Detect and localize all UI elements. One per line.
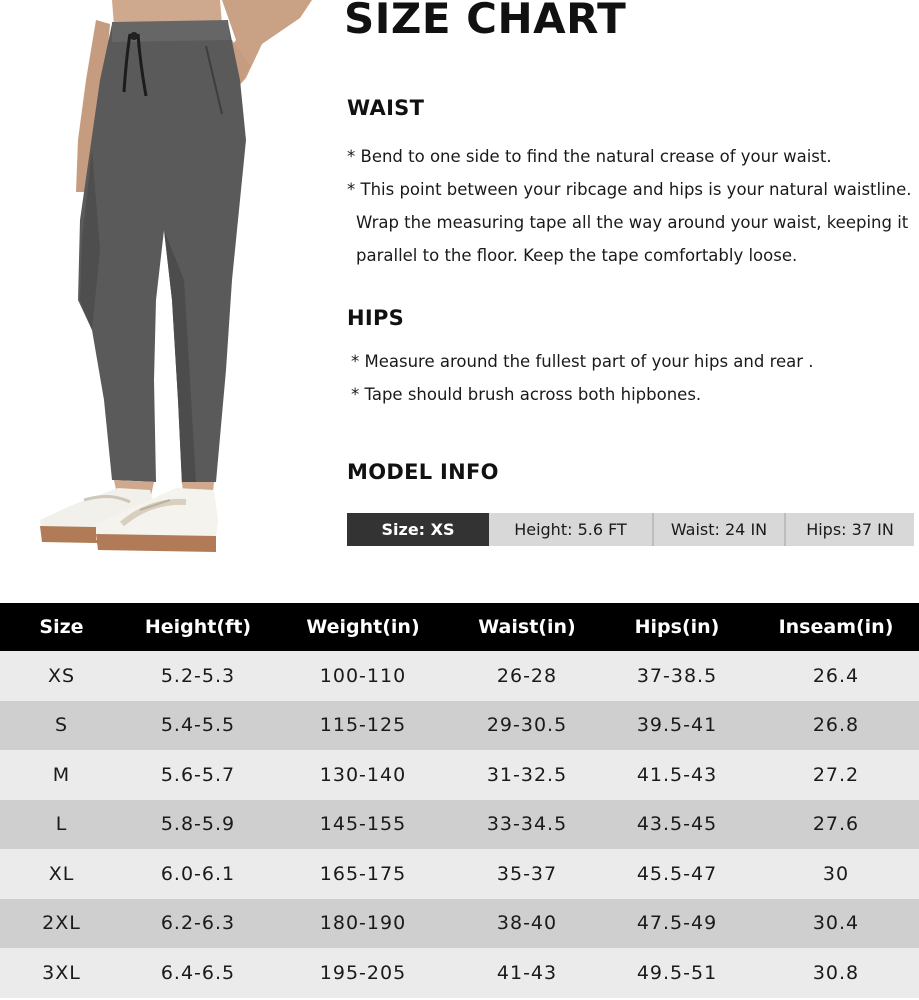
cell-inseam: 26.8: [753, 701, 919, 751]
waist-line-3: Wrap the measuring tape all the way around your waist, keeping it: [356, 213, 909, 232]
cell-waist: 26-28: [453, 651, 601, 701]
table-row: [0, 651, 919, 701]
cell-height: 5.6-5.7: [123, 750, 273, 800]
cell-waist: 41-43: [453, 948, 601, 998]
cell-size: M: [0, 750, 123, 800]
table-row: [0, 849, 919, 899]
cell-size: XS: [0, 651, 123, 701]
cell-weight: 115-125: [273, 701, 453, 751]
waist-line-4: parallel to the floor. Keep the tape comfortably loose.: [356, 246, 798, 265]
cell-weight: 145-155: [273, 800, 453, 850]
header-height: Height(ft): [123, 603, 273, 651]
cell-inseam: 27.2: [753, 750, 919, 800]
cell-waist: 33-34.5: [453, 800, 601, 850]
table-row: [0, 701, 919, 751]
waist-line-2: * This point between your ribcage and hips is your natural waistline.: [347, 180, 912, 199]
header-size: Size: [0, 603, 123, 651]
cell-size: 2XL: [0, 899, 123, 949]
cell-weight: 195-205: [273, 948, 453, 998]
table-row: [0, 899, 919, 949]
model-info-bar: [347, 513, 914, 546]
cell-weight: 165-175: [273, 849, 453, 899]
cell-hips: 45.5-47: [601, 849, 753, 899]
hips-heading: HIPS: [347, 306, 405, 330]
model-info-size: Size: XS: [347, 513, 489, 546]
cell-hips: 39.5-41: [601, 701, 753, 751]
size-table: [0, 603, 919, 998]
cell-inseam: 30.8: [753, 948, 919, 998]
cell-weight: 130-140: [273, 750, 453, 800]
header-inseam: Inseam(in): [753, 603, 919, 651]
cell-height: 5.2-5.3: [123, 651, 273, 701]
cell-waist: 31-32.5: [453, 750, 601, 800]
page-title: SIZE CHART: [344, 0, 627, 43]
header-hips: Hips(in): [601, 603, 753, 651]
cell-size: XL: [0, 849, 123, 899]
model-info-heading: MODEL INFO: [347, 460, 499, 484]
cell-height: 5.4-5.5: [123, 701, 273, 751]
model-info-hips: Hips: 37 IN: [786, 513, 914, 546]
table-row: [0, 800, 919, 850]
cell-size: S: [0, 701, 123, 751]
header-weight: Weight(in): [273, 603, 453, 651]
cell-inseam: 30: [753, 849, 919, 899]
table-row: [0, 750, 919, 800]
cell-height: 6.4-6.5: [123, 948, 273, 998]
cell-inseam: 26.4: [753, 651, 919, 701]
cell-inseam: 30.4: [753, 899, 919, 949]
pants-body: [78, 22, 246, 484]
cell-hips: 41.5-43: [601, 750, 753, 800]
cell-waist: 29-30.5: [453, 701, 601, 751]
cell-height: 5.8-5.9: [123, 800, 273, 850]
cell-size: 3XL: [0, 948, 123, 998]
table-row: [0, 948, 919, 998]
cell-hips: 43.5-45: [601, 800, 753, 850]
cell-hips: 49.5-51: [601, 948, 753, 998]
cell-weight: 180-190: [273, 899, 453, 949]
size-table-header-row: [0, 603, 919, 651]
waist-heading: WAIST: [347, 96, 425, 120]
cell-hips: 47.5-49: [601, 899, 753, 949]
header-waist: Waist(in): [453, 603, 601, 651]
cell-waist: 35-37: [453, 849, 601, 899]
cell-size: L: [0, 800, 123, 850]
cell-weight: 100-110: [273, 651, 453, 701]
hips-line-2: * Tape should brush across both hipbones.: [351, 385, 702, 404]
model-info-height: Height: 5.6 FT: [489, 513, 654, 546]
waist-line-1: * Bend to one side to find the natural crease of your waist.: [347, 147, 832, 166]
cell-height: 6.0-6.1: [123, 849, 273, 899]
product-photo-pants: [0, 0, 330, 580]
cell-hips: 37-38.5: [601, 651, 753, 701]
hips-line-1: * Measure around the fullest part of your hips and rear .: [351, 352, 814, 371]
model-info-waist: Waist: 24 IN: [654, 513, 786, 546]
cell-waist: 38-40: [453, 899, 601, 949]
cell-height: 6.2-6.3: [123, 899, 273, 949]
cell-inseam: 27.6: [753, 800, 919, 850]
